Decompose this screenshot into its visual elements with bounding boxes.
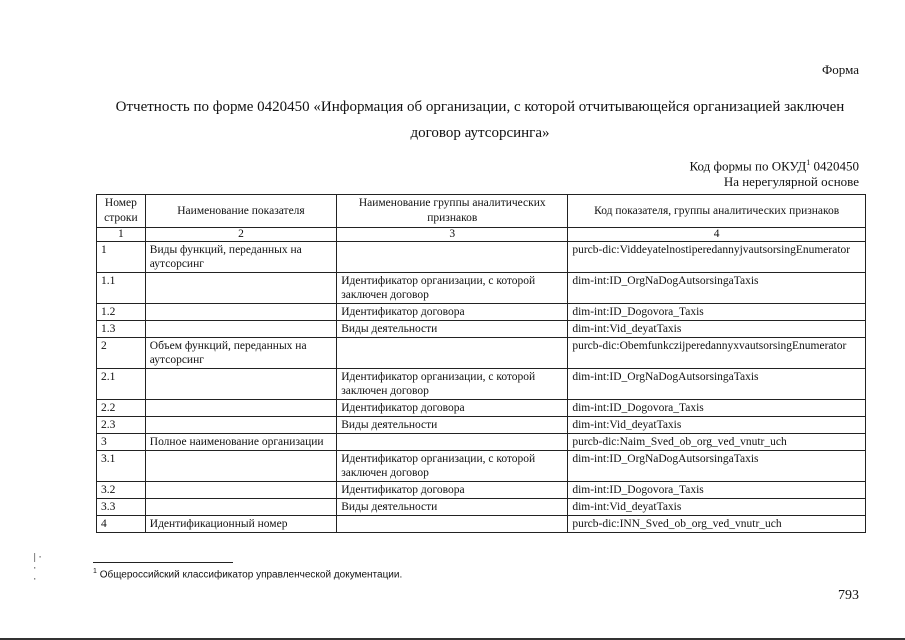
header-row-number: Номер строки [97,195,146,228]
indicator-code: dim-int:ID_Dogovora_Taxis [568,304,866,321]
indicators-table [96,194,866,533]
table-row [97,321,866,338]
row-number: 1.2 [97,304,146,321]
group-name [337,242,568,273]
table-row [97,369,866,400]
row-number: 1.1 [97,273,146,304]
group-name: Идентификатор договора [337,304,568,321]
indicator-name: Полное наименование организации [145,434,336,451]
document-title: Отчетность по форме 0420450 «Информация об организации, с которой отчитывающейся организацией заключен договор аутсорсинга» [115,99,845,141]
footnote-text: Общероссийский классификатор управленческой документации. [99,569,403,581]
group-name: Идентификатор договора [337,482,568,499]
group-name: Идентификатор договора [337,400,568,417]
table-row [97,482,866,499]
indicator-code: dim-int:Vid_deyatTaxis [568,321,866,338]
row-number: 3.2 [97,482,146,499]
row-number: 1 [97,242,146,273]
footnote [93,568,402,580]
okud-label: Код формы по ОКУД [689,158,807,174]
table-body [97,242,866,533]
row-number: 2 [97,338,146,369]
row-number: 2.1 [97,369,146,400]
row-number: 3.3 [97,499,146,516]
group-name: Идентификатор организации, с которой заключен договор [337,273,568,304]
column-number: 2 [145,228,336,242]
indicator-code: dim-int:ID_OrgNaDogAutsorsingaTaxis [568,451,866,482]
indicator-name: Виды функций, переданных на аутсорсинг [145,242,336,273]
indicator-name [145,321,336,338]
indicator-code: dim-int:Vid_deyatTaxis [568,417,866,434]
table-row [97,400,866,417]
header-indicator-name: Наименование показателя [145,195,336,228]
page-number: 793 [838,588,859,603]
indicator-name [145,400,336,417]
table-row [97,434,866,451]
scan-margin-marks: |· · · [32,553,43,585]
indicator-name [145,499,336,516]
header-group-name: Наименование группы аналитических признаков [337,195,568,228]
group-name [337,434,568,451]
table-row [97,451,866,482]
table-row [97,304,866,321]
column-number: 4 [568,228,866,242]
indicator-code: dim-int:Vid_deyatTaxis [568,499,866,516]
group-name [337,338,568,369]
table-row [97,417,866,434]
indicator-name [145,451,336,482]
indicator-code: dim-int:ID_OrgNaDogAutsorsingaTaxis [568,369,866,400]
row-number: 3.1 [97,451,146,482]
group-name: Виды деятельности [337,321,568,338]
table-row [97,499,866,516]
group-name: Идентификатор организации, с которой заключен договор [337,451,568,482]
column-number: 3 [337,228,568,242]
indicator-code: dim-int:ID_Dogovora_Taxis [568,400,866,417]
group-name: Виды деятельности [337,499,568,516]
indicator-name [145,304,336,321]
table-row [97,273,866,304]
form-code-block [690,155,859,190]
table-row [97,338,866,369]
indicator-code: dim-int:ID_Dogovora_Taxis [568,482,866,499]
indicator-code: purcb-dic:ViddeyatelnostiperedannyjvautsorsingEnumerator [568,242,866,273]
indicator-name [145,273,336,304]
row-number: 2.3 [97,417,146,434]
indicator-name [145,417,336,434]
okud-line [690,155,859,174]
indicator-name [145,482,336,499]
group-name: Виды деятельности [337,417,568,434]
column-number-row [97,228,866,242]
indicator-code: dim-int:ID_OrgNaDogAutsorsingaTaxis [568,273,866,304]
indicator-name [145,369,336,400]
indicator-name: Идентификационный номер [145,516,336,533]
table-row [97,516,866,533]
indicator-code: purcb-dic:Naim_Sved_ob_org_ved_vnutr_uch [568,434,866,451]
row-number: 1.3 [97,321,146,338]
okud-footnote-ref: 1 [806,158,811,167]
form-label: Форма [822,62,859,77]
row-number: 2.2 [97,400,146,417]
okud-code: 0420450 [813,158,859,174]
column-number: 1 [97,228,146,242]
indicator-name: Объем функций, переданных на аутсорсинг [145,338,336,369]
periodicity: На нерегулярной основе [723,174,859,190]
footnote-marker: 1 [93,568,97,575]
table-row [97,242,866,273]
indicator-code: purcb-dic:ObemfunkczijperedannyxvautsorsingEnumerator [568,338,866,369]
group-name: Идентификатор организации, с которой заключен договор [337,369,568,400]
group-name [337,516,568,533]
indicator-code: purcb-dic:INN_Sved_ob_org_ved_vnutr_uch [568,516,866,533]
header-code: Код показателя, группы аналитических признаков [568,195,866,228]
row-number: 4 [97,516,146,533]
footnote-divider [93,562,233,563]
row-number: 3 [97,434,146,451]
table-header-row [97,195,866,228]
